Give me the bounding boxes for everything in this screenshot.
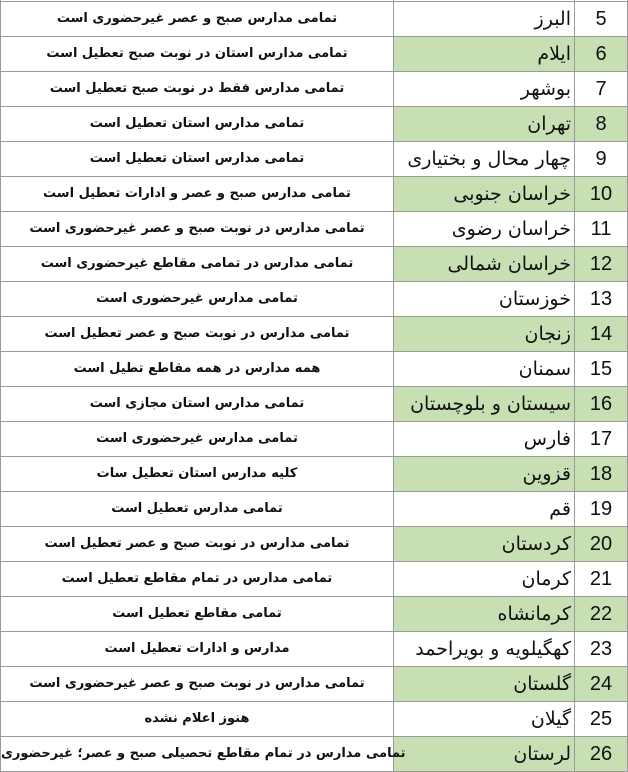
cell-number[interactable]: [575, 527, 628, 562]
cell-province[interactable]: [394, 212, 575, 247]
table-row: [1, 737, 628, 772]
row-number: 14: [589, 323, 613, 345]
cell-number[interactable]: [575, 352, 628, 387]
cell-province[interactable]: [394, 2, 575, 37]
status-text: هنوز اعلام نشده: [144, 711, 250, 726]
province-name: زنجان: [524, 323, 571, 345]
row-number: 18: [589, 463, 613, 485]
cell-number[interactable]: [575, 667, 628, 702]
status-text: کلیه مدارس استان تعطیل سات: [96, 466, 298, 481]
cell-number[interactable]: [575, 107, 628, 142]
cell-province[interactable]: [394, 72, 575, 107]
cell-number[interactable]: [575, 422, 628, 457]
table-row: [1, 107, 628, 142]
status-text: تمامی مدارس استان در نوبت صبح تعطیل است: [46, 46, 348, 61]
status-text: تمامی مدارس استان مجازی است: [89, 396, 305, 411]
cell-status[interactable]: [1, 737, 406, 772]
cell-province[interactable]: [394, 702, 575, 737]
province-name: قزوین: [522, 463, 571, 485]
table-row: [1, 422, 628, 457]
cell-status[interactable]: [1, 702, 394, 737]
cell-province[interactable]: [394, 667, 575, 702]
row-number: 21: [589, 568, 613, 590]
table-body: [1, 0, 628, 772]
status-text: تمامی مدارس استان تعطیل است: [89, 116, 305, 131]
table-row: [1, 282, 628, 317]
cell-number[interactable]: [575, 492, 628, 527]
cell-number[interactable]: [575, 2, 628, 37]
cell-province[interactable]: [394, 457, 575, 492]
row-number: 16: [589, 393, 613, 415]
row-number: 17: [589, 428, 613, 450]
row-number: 5: [595, 8, 607, 30]
cell-status[interactable]: [1, 212, 394, 247]
cell-province[interactable]: [394, 142, 575, 177]
province-name: کرمان: [521, 568, 571, 590]
row-number: 22: [589, 603, 613, 625]
cell-status[interactable]: [1, 37, 394, 72]
row-number: 19: [589, 498, 613, 520]
table-row: [1, 177, 628, 212]
cell-province[interactable]: [394, 352, 575, 387]
cell-number[interactable]: [575, 562, 628, 597]
cell-number[interactable]: [575, 37, 628, 72]
cell-status[interactable]: [1, 72, 394, 107]
status-text: مدارس و ادارات تعطیل است: [104, 641, 290, 656]
province-name: سیستان و بلوچستان: [410, 393, 571, 415]
table-row: [1, 597, 628, 632]
row-number: 12: [589, 253, 613, 275]
cell-status[interactable]: [1, 457, 394, 492]
table-row: [1, 492, 628, 527]
row-number: 15: [589, 358, 613, 380]
table-row: [1, 457, 628, 492]
province-name: خراسان شمالی: [447, 253, 571, 275]
cell-number[interactable]: [575, 457, 628, 492]
status-text: تمامی مدارس فقط در نوبت صبح تعطیل است: [49, 81, 345, 96]
cell-status[interactable]: [1, 2, 394, 37]
table-row: [1, 387, 628, 422]
table-row: [1, 37, 628, 72]
cell-number[interactable]: [575, 142, 628, 177]
table-row: [1, 2, 628, 37]
cell-status[interactable]: [1, 177, 394, 212]
cell-number[interactable]: [575, 737, 628, 772]
cell-province[interactable]: [394, 422, 575, 457]
province-name: خوزستان: [498, 288, 571, 310]
cell-status[interactable]: [1, 107, 394, 142]
province-name: بوشهر: [520, 78, 571, 100]
cell-number[interactable]: [575, 212, 628, 247]
cell-province[interactable]: [394, 527, 575, 562]
cell-status[interactable]: [1, 247, 394, 282]
row-number: 9: [595, 148, 607, 170]
cell-status[interactable]: [1, 387, 394, 422]
province-name: خراسان رضوی: [451, 218, 571, 240]
province-name: تهران: [527, 113, 571, 135]
cell-number[interactable]: [575, 247, 628, 282]
status-text: تمامی مدارس در نوبت صبح و عصر تعطیل است: [44, 326, 350, 341]
status-text: تمامی مدارس در نوبت صبح و عصر غیرحضوری است: [29, 221, 365, 236]
cell-number[interactable]: [575, 72, 628, 107]
cell-number[interactable]: [575, 597, 628, 632]
province-name: خراسان جنوبی: [453, 183, 571, 205]
cell-province[interactable]: [394, 492, 575, 527]
table-row: [1, 632, 628, 667]
cell-status[interactable]: [1, 597, 394, 632]
cell-province[interactable]: [394, 177, 575, 212]
cell-province[interactable]: [394, 632, 575, 667]
row-number: 20: [589, 533, 613, 555]
status-text: تمامی مدارس در نوبت صبح و عصر تعطیل است: [44, 536, 350, 551]
status-text: تمامی مدارس صبح و عصر و ادارات تعطیل است: [43, 186, 351, 201]
province-name: سمنان: [518, 358, 571, 380]
status-text: تمامی مدارس استان تعطیل است: [89, 151, 305, 166]
cell-number[interactable]: [575, 387, 628, 422]
status-text: تمامی مدارس غیرحضوری است: [96, 431, 298, 446]
cell-number[interactable]: [575, 702, 628, 737]
row-number: 11: [590, 218, 612, 240]
cell-status[interactable]: [1, 527, 394, 562]
table-row: [1, 527, 628, 562]
status-text: تمامی مقاطع تعطیل است: [112, 606, 282, 621]
row-number: 8: [595, 113, 607, 135]
row-number: 7: [595, 78, 607, 100]
table-row: [1, 317, 628, 352]
cell-province[interactable]: [394, 107, 575, 142]
cell-number[interactable]: [575, 317, 628, 352]
cell-status[interactable]: [1, 632, 394, 667]
row-number: 25: [589, 708, 613, 730]
province-name: لرستان: [513, 743, 571, 765]
cell-province[interactable]: [394, 387, 575, 422]
status-text: تمامی مدارس غیرحضوری است: [96, 291, 298, 306]
province-name: کرمانشاه: [497, 603, 571, 625]
cell-province[interactable]: [394, 597, 575, 632]
cell-status[interactable]: [1, 422, 394, 457]
row-number: 26: [589, 743, 613, 765]
province-name: چهار محال و بختیاری: [407, 148, 571, 170]
cell-number[interactable]: [575, 177, 628, 212]
status-text: تمامی مدارس در تمام مقاطع تعطیل است: [61, 571, 333, 586]
province-name: البرز: [534, 8, 571, 30]
status-text: تمامی مدارس در تمام مقاطع تحصیلی صبح و عصر؛ غیرحضوری: [1, 746, 406, 761]
province-name: گیلان: [530, 708, 571, 730]
cell-status[interactable]: [1, 352, 394, 387]
cell-status[interactable]: [1, 492, 394, 527]
cell-province[interactable]: [394, 247, 575, 282]
status-text: تمامی مدارس تعطیل است: [111, 501, 283, 516]
status-text: تمامی مدارس صبح و عصر غیرحضوری است: [56, 11, 338, 26]
table-row: [1, 72, 628, 107]
cell-status[interactable]: [1, 142, 394, 177]
table-row: [1, 667, 628, 702]
cell-status[interactable]: [1, 667, 394, 702]
status-text: تمامی مدارس در تمامی مقاطع غیرحضوری است: [40, 256, 354, 271]
row-number: 6: [595, 43, 607, 65]
cell-province[interactable]: [394, 282, 575, 317]
status-text: تمامی مدارس در نوبت صبح و عصر غیرحضوری است: [29, 676, 365, 691]
table-row: [1, 247, 628, 282]
province-name: کردستان: [501, 533, 571, 555]
cell-status[interactable]: [1, 562, 394, 597]
table-row: [1, 352, 628, 387]
province-name: گلستان: [513, 673, 571, 695]
row-number: 10: [589, 183, 613, 205]
table-row: [1, 702, 628, 737]
province-name: فارس: [523, 428, 571, 450]
cell-province[interactable]: [394, 737, 575, 772]
cell-number[interactable]: [575, 282, 628, 317]
cell-province[interactable]: [394, 37, 575, 72]
table-row: [1, 212, 628, 247]
row-number: 23: [589, 638, 613, 660]
cell-province[interactable]: [394, 562, 575, 597]
table-row: [1, 142, 628, 177]
province-name: ایلام: [537, 43, 571, 65]
province-name: کهگیلویه و بویراحمد: [415, 638, 571, 660]
status-text: همه مدارس در همه مقاطع تطیل است: [73, 361, 321, 376]
cell-number[interactable]: [575, 632, 628, 667]
cell-status[interactable]: [1, 317, 394, 352]
cell-status[interactable]: [1, 282, 394, 317]
cell-province[interactable]: [394, 317, 575, 352]
row-number: 24: [589, 673, 613, 695]
row-number: 13: [589, 288, 613, 310]
table-row: [1, 562, 628, 597]
province-name: قم: [549, 498, 571, 520]
